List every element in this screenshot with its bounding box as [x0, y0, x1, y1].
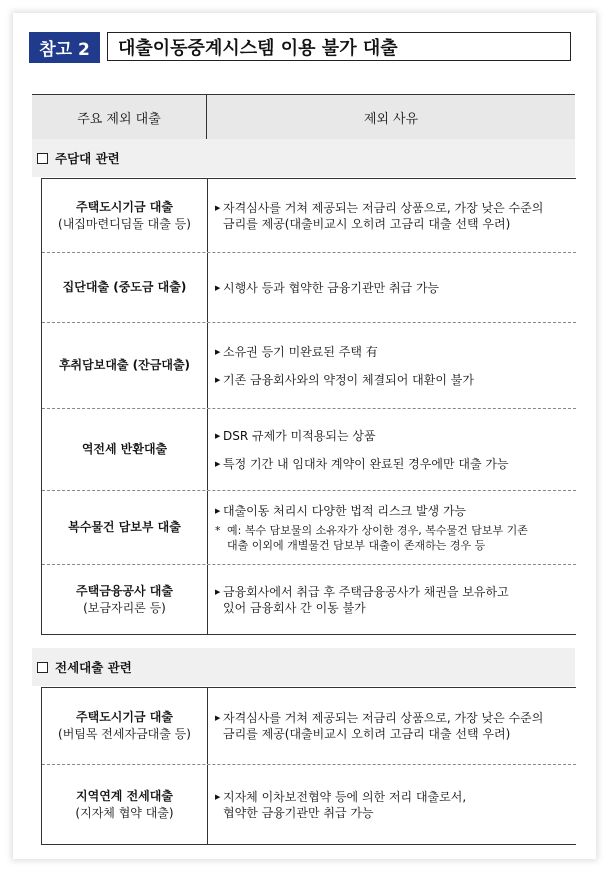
table-row: [42, 764, 576, 844]
reason-item: [215, 789, 572, 821]
reason-cell: [208, 409, 576, 490]
document-title: 대출이동중계시스템 이용 불가 대출: [107, 32, 571, 61]
triangle-bullet-icon: ▶: [215, 347, 221, 356]
table-row: [42, 564, 576, 634]
triangle-bullet-icon: ▶: [215, 506, 221, 515]
loan-name: 집단대출 (중도금 대출): [62, 280, 187, 294]
header-reason: 제외 사유: [363, 111, 419, 127]
loan-name: 주택도시기금 대출: [76, 710, 173, 724]
section-header: [32, 139, 575, 177]
loan-name: 역전세 반환대출: [81, 442, 168, 456]
loan-name-cell: [42, 409, 208, 490]
loan-name-cell: [42, 323, 208, 408]
reason-cell: [208, 323, 576, 408]
loan-name-cell: [42, 179, 208, 252]
reason-item: [215, 200, 572, 232]
table-row: [42, 179, 576, 252]
loan-name-cell: [42, 565, 208, 634]
header-main-loan: 주요 제외 대출: [32, 95, 207, 139]
triangle-bullet-icon: ▶: [215, 283, 221, 292]
reason-text: 자격심사를 거쳐 제공되는 저금리 상품으로, 가장 낮은 수준의 금리를 제공(대출비교시 오히려 고금리 대출 선택 우려): [223, 711, 544, 741]
triangle-bullet-icon: ▶: [215, 459, 221, 468]
loan-example: (지자체 협약 대출): [75, 805, 174, 820]
asterisk-icon: *: [215, 523, 221, 537]
note-text: 예: 복수 담보물의 소유자가 상이한 경우, 복수물건 담보부 기존 대출 이외에 개별물건 담보부 대출이 존재하는 경우 등: [227, 523, 528, 552]
reason-text: 소유권 등기 미완료된 주택 有: [223, 344, 378, 359]
reason-item: [215, 372, 572, 388]
loan-name: 주택도시기금 대출: [76, 199, 173, 214]
table-row: [42, 322, 576, 408]
reason-text: 자격심사를 거쳐 제공되는 저금리 상품으로, 가장 낮은 수준의 금리를 제공(대출비교시 오히려 고금리 대출 선택 우려): [223, 200, 544, 231]
loan-name-cell: [42, 491, 208, 564]
loan-name: 후취담보대출 (잔금대출): [58, 358, 191, 372]
section-label: 주담대 관련: [55, 151, 120, 166]
reason-text: DSR 규제가 미적용되는 상품: [223, 428, 376, 443]
reason-cell: [208, 565, 576, 634]
section-header: [32, 648, 575, 686]
triangle-bullet-icon: ▶: [215, 375, 221, 384]
reason-item: [215, 456, 572, 472]
loan-example: (보금자리론 등): [83, 600, 166, 615]
checkbox-square-icon: [37, 662, 48, 673]
loan-name-cell: [42, 688, 208, 764]
reason-text: 특정 기간 내 임대차 계약이 완료된 경우에만 대출 가능: [223, 456, 509, 471]
loan-name: 지역연계 전세대출: [76, 788, 173, 803]
checkbox-square-icon: [37, 153, 48, 164]
table-row: [42, 688, 576, 764]
reason-text: 지자체 이차보전협약 등에 의한 저리 대출로서, 협약한 금융기관만 취급 가능: [223, 789, 467, 820]
reason-cell: [208, 688, 576, 764]
reason-note: [215, 523, 572, 553]
loan-name-cell: [42, 253, 208, 322]
reason-item: [215, 584, 572, 616]
section-table: [41, 178, 576, 635]
table-row: [42, 408, 576, 490]
reason-cell: [208, 491, 576, 564]
loan-name: 복수물건 담보부 대출: [68, 520, 181, 534]
triangle-bullet-icon: ▶: [215, 714, 221, 722]
reason-text: 기존 금융회사와의 약정이 체결되어 대환이 불가: [223, 372, 474, 387]
loan-example: (내집마련디딤돌 대출 등): [58, 216, 191, 231]
reason-text: 금융회사에서 취급 후 주택금융공사가 채권을 보유하고 있어 금융회사 간 이동 불가: [223, 584, 509, 615]
reason-item: [215, 344, 572, 360]
loan-name: 주택금융공사 대출: [76, 583, 173, 598]
triangle-bullet-icon: ▶: [215, 431, 221, 440]
table-header: [32, 94, 575, 140]
section-label: 전세대출 관련: [55, 660, 132, 675]
loan-name-cell: [42, 765, 208, 844]
reason-item: [215, 280, 572, 296]
table-row: [42, 490, 576, 564]
reason-text: 시행사 등과 협약한 금융기관만 취급 가능: [223, 280, 440, 295]
reason-item: [215, 428, 572, 444]
triangle-bullet-icon: ▶: [215, 792, 221, 801]
reason-cell: [208, 765, 576, 844]
section-table: [41, 687, 576, 845]
reason-cell: [208, 253, 576, 322]
reason-cell: [208, 179, 576, 252]
table-row: [42, 252, 576, 322]
reason-item: [215, 503, 572, 519]
loan-example: (버팀목 전세자금대출 등): [58, 727, 191, 741]
reason-item: [215, 710, 572, 742]
triangle-bullet-icon: ▶: [215, 587, 221, 596]
reason-text: 대출이동 처리시 다양한 법적 리스크 발생 가능: [223, 503, 467, 518]
triangle-bullet-icon: ▶: [215, 203, 221, 212]
reference-badge: 참고 2: [29, 32, 100, 63]
